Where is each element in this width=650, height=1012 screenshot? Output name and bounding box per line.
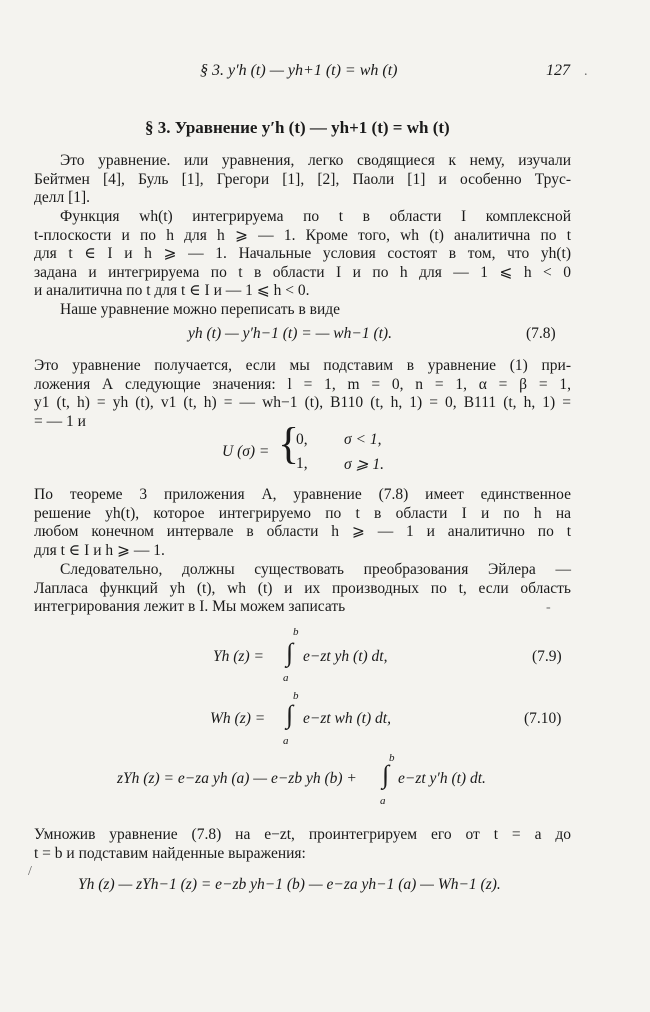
text-line: для t ∈ I и h ⩾ — 1. Начальные условия состоят в том, что yh(t) (34, 245, 571, 263)
text-line: По теореме 3 приложения А, уравнение (7.8) имеет единственное (34, 486, 571, 503)
text-line: Лапласа функций yh (t), wh (t) и их производных по t, если область (34, 579, 571, 597)
equation-zy-lhs: zYh (z) = e−za yh (a) — e−zb yh (b) + (117, 770, 357, 787)
text-line: = — 1 и (34, 412, 86, 430)
integral-lower-limit: a (283, 672, 289, 684)
paragraph-6 (34, 561, 571, 617)
equation-number: (7.8) (526, 325, 556, 342)
equation-zy-integrand: e−zt y′h (t) dt. (398, 770, 486, 787)
left-brace: { (278, 419, 300, 468)
text-line: t = b и подставим найденные выражения: (34, 844, 306, 862)
running-title: § 3. y′h (t) — yh+1 (t) = wh (t) (200, 62, 398, 79)
equation-number: (7.9) (532, 648, 562, 665)
case-2-value: 1, (296, 455, 308, 472)
text-line: Следовательно, должны существовать преобразования Эйлера — (60, 561, 571, 578)
text-line: Умножив уравнение (7.8) на e−zt, проинтегрируем его от t = a до (34, 826, 571, 843)
integral-sign: ∫ (286, 700, 294, 729)
integral-upper-limit: b (293, 626, 299, 638)
text-line: решение yh(t), которое интегрируемо по t в области I и по h на (34, 504, 571, 522)
print-mark: - (546, 600, 551, 615)
integral-lower-limit: a (380, 795, 386, 807)
paragraph-7 (34, 826, 571, 863)
paragraph-2 (34, 208, 571, 301)
equation-7-10-integrand: e−zt wh (t) dt, (303, 710, 391, 727)
text-line: Наше уравнение можно переписать в виде (60, 301, 341, 318)
case-1-condition: σ < 1, (344, 431, 382, 448)
text-line: Это уравнение получается, если мы подставим в уравнение (1) при- (34, 357, 571, 374)
case-1-value: 0, (296, 431, 308, 448)
integral-lower-limit: a (283, 735, 289, 747)
section-title: § 3. Уравнение y′h (t) — yh+1 (t) = wh (t) (145, 118, 450, 137)
print-mark: / (28, 864, 32, 879)
equation-7-8: yh (t) — y′h−1 (t) = — wh−1 (t). (188, 325, 392, 342)
text-line: y1 (t, h) = yh (t), v1 (t, h) = — wh−1 (t), B110 (t, h, 1) = 0, B111 (t, h, 1) = (34, 394, 571, 412)
case-2-condition: σ ⩾ 1. (344, 456, 385, 473)
page-number: 127 (546, 62, 570, 79)
paragraph-3 (34, 301, 571, 320)
text-line: Бейтмен [4], Буль [1], Грегори [1], [2], Паоли [1] и особенно Трус- (34, 170, 571, 188)
integral-sign: ∫ (382, 760, 390, 789)
text-line: Это уравнение. или уравнения, легко сводящиеся к нему, изучали (60, 152, 571, 169)
integral-sign: ∫ (286, 638, 294, 667)
text-line: ложения А следующие значения: l = 1, m = 0, n = 1, α = β = 1, (34, 375, 571, 393)
paragraph-5 (34, 486, 571, 560)
paragraph-4 (34, 357, 571, 431)
text-line: и аналитична по t для t ∈ I и — 1 ⩽ h < 0. (34, 282, 310, 300)
text-line: t-плоскости и по h для h ⩾ — 1. Кроме того, wh (t) аналитична по t (34, 226, 571, 244)
equation-7-9-integrand: e−zt yh (t) dt, (303, 648, 388, 665)
equation-7-9-lhs: Yh (z) = (213, 648, 264, 665)
equation-number: (7.10) (524, 710, 562, 727)
text-line: интегрирования лежит в I. Мы можем записать (34, 598, 346, 616)
text-line: задана и интегрируема по t в области I и по h для — 1 ⩽ h < 0 (34, 263, 571, 281)
equation-7-10-lhs: Wh (z) = (210, 710, 266, 727)
paragraph-1 (34, 152, 571, 208)
integral-upper-limit: b (389, 752, 395, 764)
equation-final: Yh (z) — zYh−1 (z) = e−zb yh−1 (b) — e−za yh−1 (a) — Wh−1 (z). (78, 876, 501, 893)
text-line: Функция wh(t) интегрируема по t в области I комплексной (60, 208, 571, 225)
u-sigma-lhs: U (σ) = (222, 443, 270, 460)
text-line: делл [1]. (34, 189, 91, 207)
text-line: для t ∈ I и h ⩾ — 1. (34, 541, 165, 559)
text-line: любом конечном интервале в области h ⩾ — 1 и аналитично по t (34, 523, 571, 541)
integral-upper-limit: b (293, 690, 299, 702)
print-mark: . (584, 64, 588, 79)
